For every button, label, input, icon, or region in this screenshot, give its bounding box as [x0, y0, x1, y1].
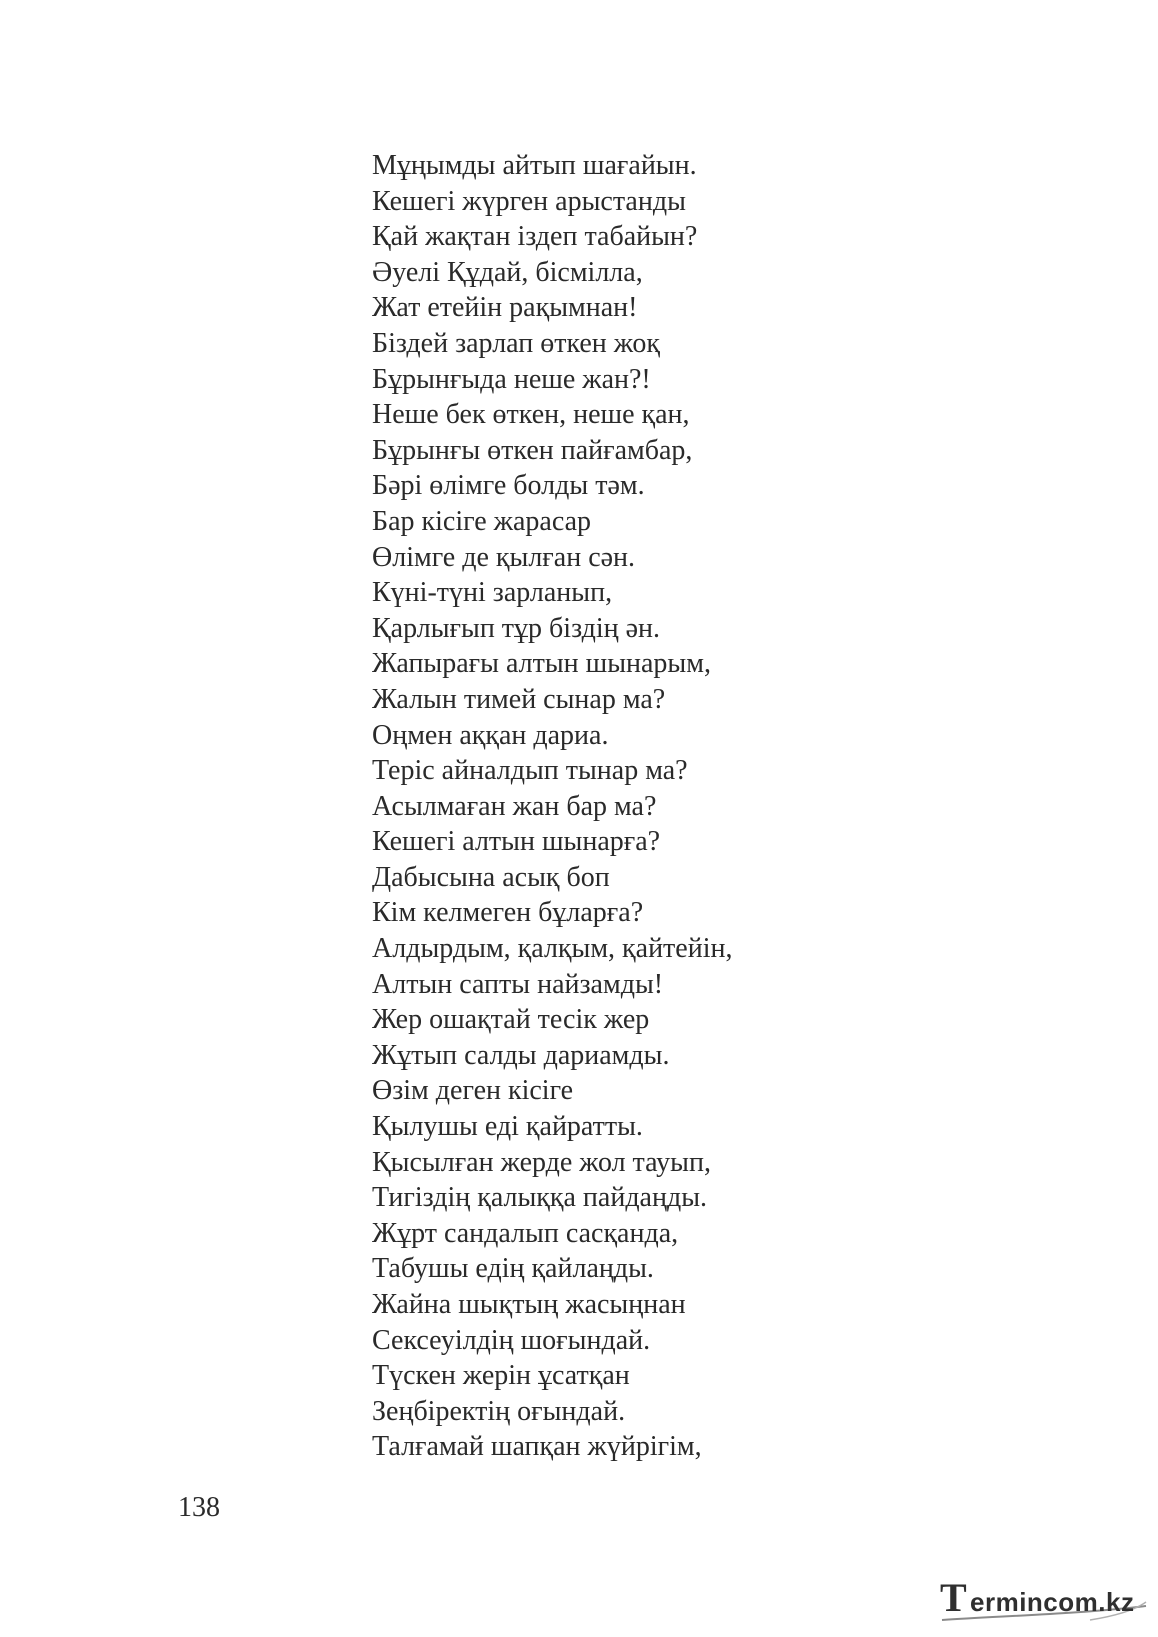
poem-line: Жалын тимей сынар ма? [372, 683, 666, 715]
poem-line: Жер ошақтай тесік жер [372, 1004, 650, 1036]
poem-line: Зеңбіректің оғындай. [372, 1395, 626, 1427]
poem-line: Табушы едің қайлаңды. [372, 1253, 654, 1285]
poem-line: Тигіздің қалыққа пайдаңды. [372, 1182, 708, 1214]
poem-line: Асылмаған жан бар ма? [372, 790, 657, 822]
poem-line: Жапырағы алтын шынарым, [372, 648, 711, 680]
poem-line: Жұтып салды дариамды. [372, 1039, 670, 1071]
poem-line: Мұңымды айтып шағайын. [372, 150, 697, 181]
poem-line: Кешегі жүрген арыстанды [372, 185, 686, 217]
poem-line: Қай жақтан іздеп табайын? [372, 221, 698, 253]
watermark-initial: T [940, 1575, 967, 1620]
poem-line: Біздей зарлап өткен жоқ [372, 327, 661, 359]
poem-line: Алтын сапты найзамды! [372, 968, 664, 1000]
poem-line: Бәрі өлімге болды тәм. [372, 470, 645, 502]
poem-line: Неше бек өткен, неше қан, [372, 399, 690, 431]
poem-line: Бар кісіге жарасар [372, 505, 592, 537]
poem-line: Дабысына асық боп [372, 861, 610, 893]
poem-line: Әуелі Құдай, бісмілла, [372, 256, 643, 288]
poem-line: Сексеуілдің шоғындай. [372, 1324, 651, 1356]
poem-line: Жат етейін рақымнан! [372, 292, 638, 324]
poem-text [372, 148, 932, 1465]
watermark-text: ermincom.kz [970, 1587, 1135, 1617]
page-number: 138 [178, 1492, 220, 1523]
poem-line: Теріс айналдып тынар ма? [372, 755, 688, 787]
poem-line: Қылушы еді қайратты. [372, 1111, 643, 1143]
poem-line: Жайна шықтың жасыңнан [372, 1289, 686, 1320]
poem-line: Қарлығып тұр біздің ән. [372, 612, 661, 644]
termincom-watermark [940, 1576, 1150, 1624]
poem-line: Алдырдым, қалқым, қайтейін, [372, 933, 733, 965]
poem-line: Жұрт сандалып сасқанда, [372, 1217, 679, 1249]
poem-line: Күні-түні зарланып, [372, 577, 613, 609]
poem-line: Өлімге де қылған сән. [372, 541, 636, 573]
poem-line: Кім келмеген бұларға? [372, 897, 644, 929]
poem-line: Оңмен аққан дариа. [372, 719, 609, 751]
poem-line: Кешегі алтын шынарға? [372, 826, 661, 858]
poem-line: Өзім деген кісіге [372, 1075, 574, 1107]
poem-line: Бұрынғыда неше жан?! [372, 363, 651, 395]
poem-line: Талғамай шапқан жүйрігім, [372, 1431, 702, 1463]
poem-line: Бұрынғы өткен пайғамбар, [372, 434, 693, 466]
poem-line: Түскен жерін ұсатқан [372, 1360, 630, 1392]
poem-line: Қысылған жерде жол тауып, [372, 1146, 711, 1178]
